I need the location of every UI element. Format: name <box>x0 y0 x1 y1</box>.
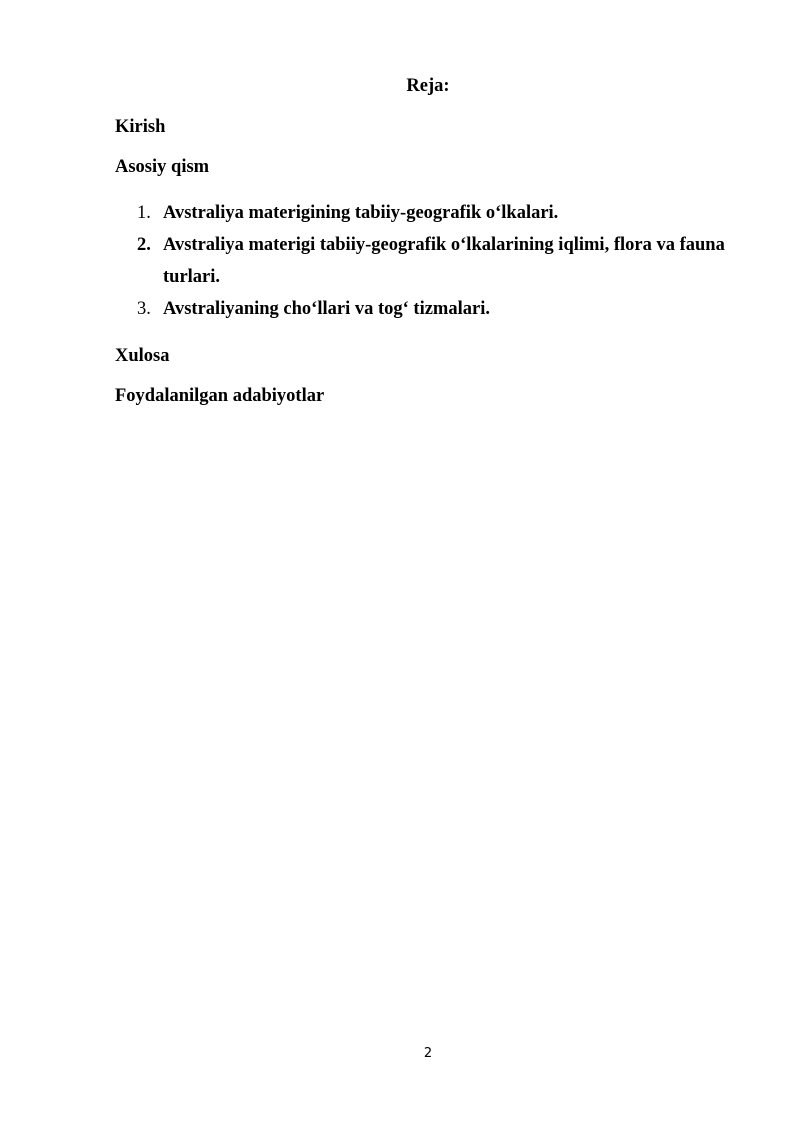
main-part-list <box>115 197 745 325</box>
list-item-text: Avstraliya materigi tabiiy-geografik o‘lkalarining iqlimi, flora va fauna turlari. <box>163 235 725 287</box>
list-item <box>115 229 745 293</box>
list-item-number: 2. <box>137 235 151 255</box>
plan-title: Reja: <box>406 76 450 96</box>
heading-references: Foydalanilgan adabiyotlar <box>115 386 325 406</box>
page-number: 2 <box>423 1046 433 1061</box>
list-item-number: 1. <box>137 203 151 223</box>
list-item-text: Avstraliya materigining tabiiy-geografik o‘lkalari. <box>163 203 559 223</box>
list-item <box>115 293 745 325</box>
list-item <box>115 197 745 229</box>
list-item-number: 3. <box>137 299 151 319</box>
heading-main-part: Asosiy qism <box>115 157 210 177</box>
heading-conclusion: Xulosa <box>115 346 170 366</box>
heading-introduction: Kirish <box>115 117 166 137</box>
list-item-text: Avstraliyaning cho‘llari va tog‘ tizmalari. <box>163 299 490 319</box>
